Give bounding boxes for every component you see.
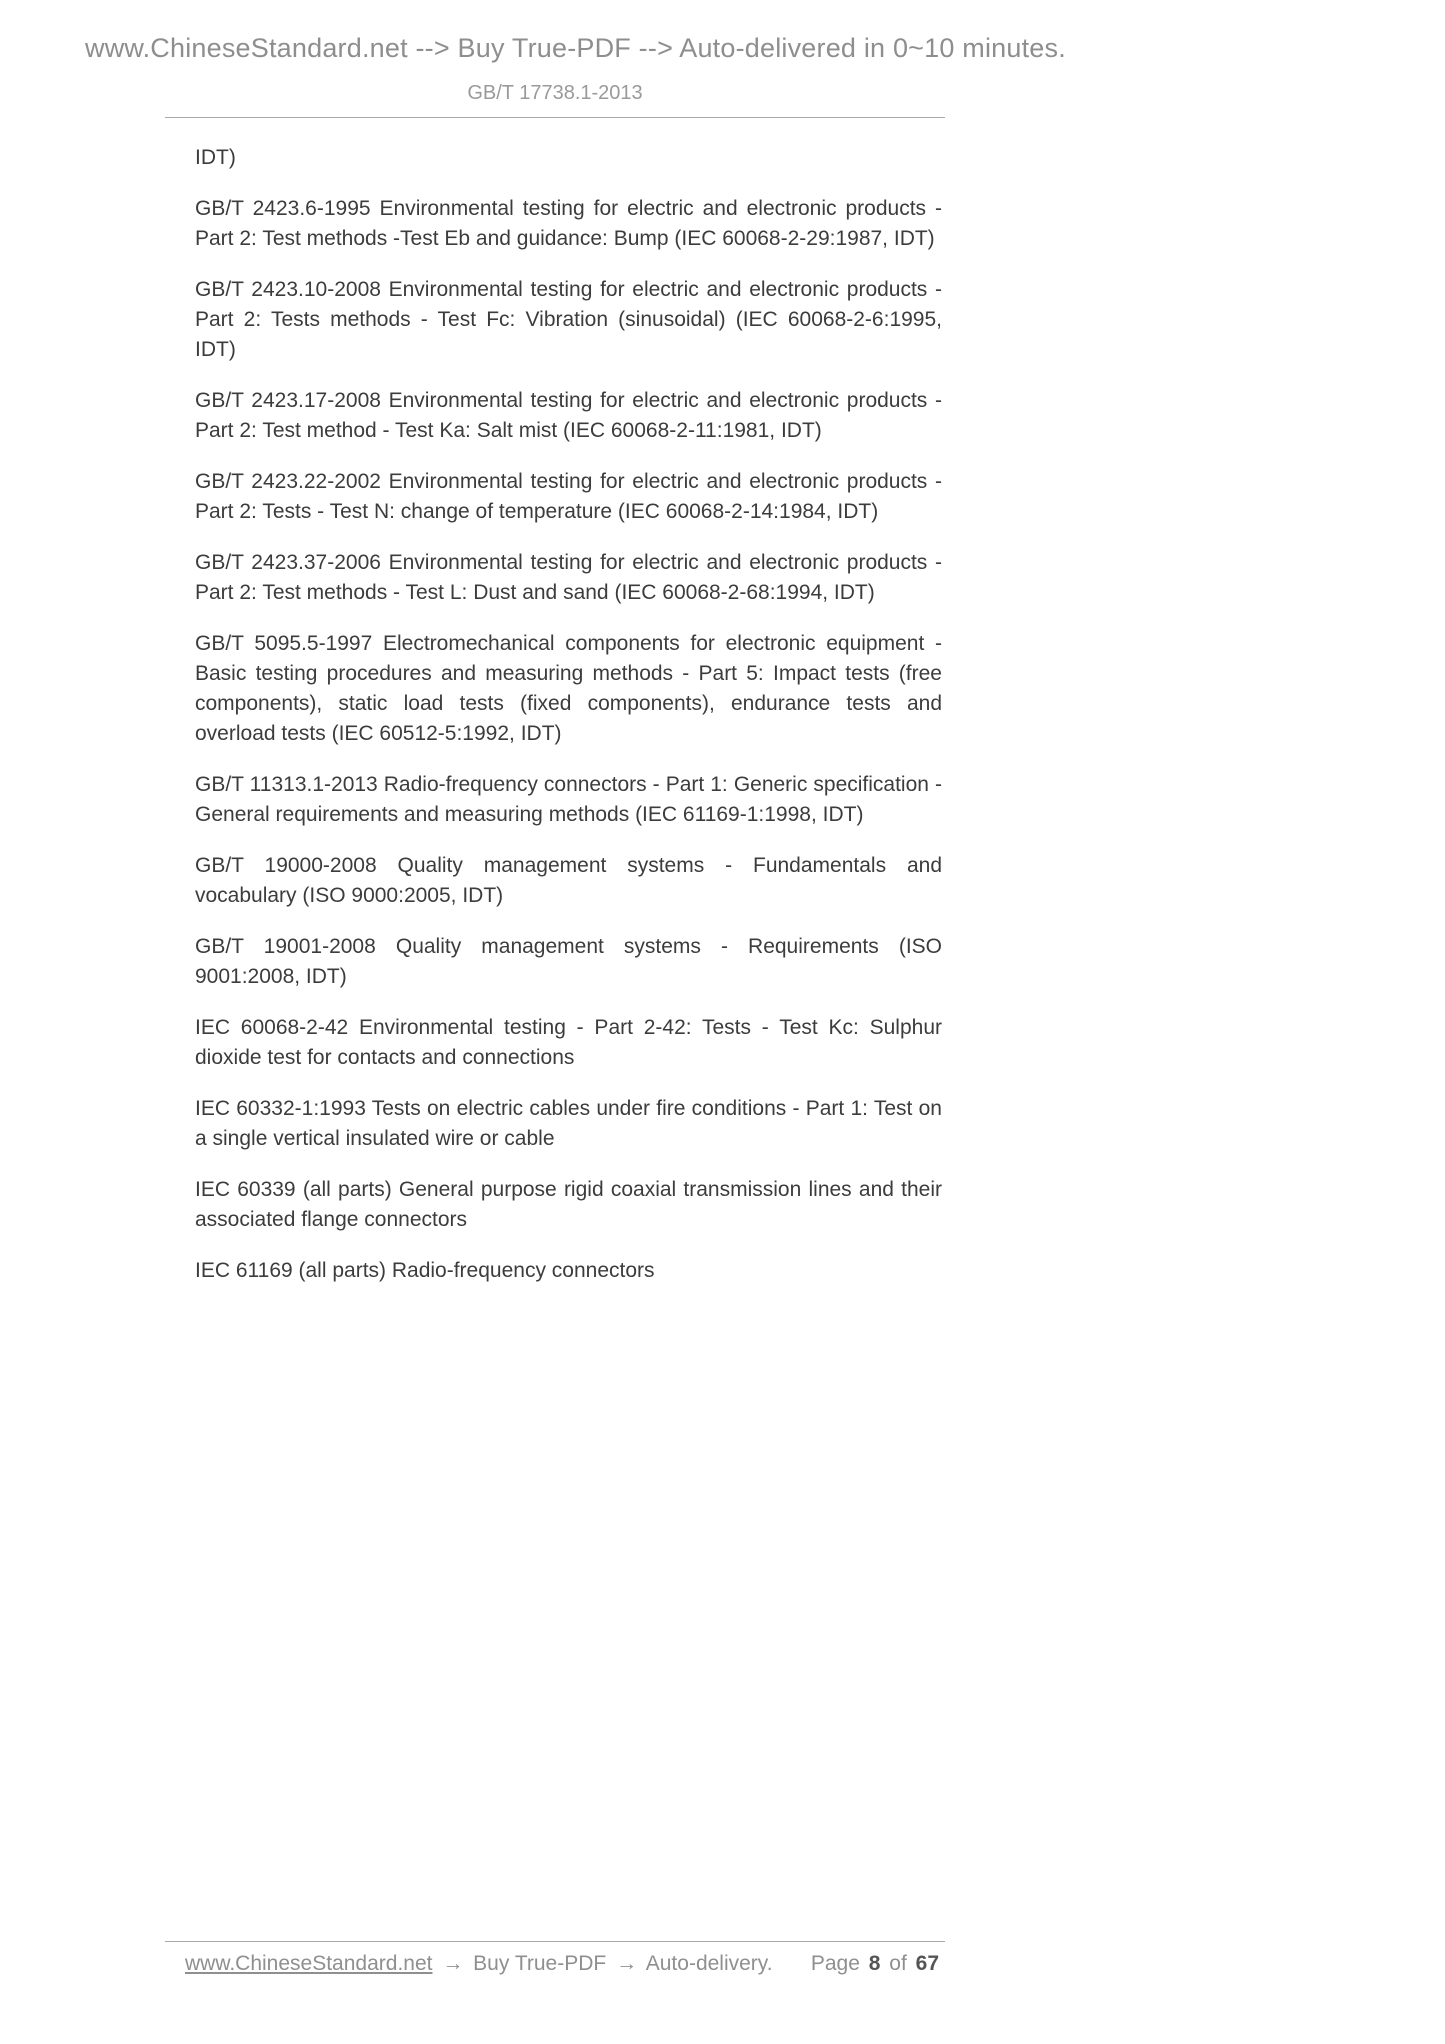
paragraph: GB/T 2423.22-2002 Environmental testing for electric and electronic products - Part 2: Tests - Test N: change of temperature (IEC 60068-2-14:1984, IDT) bbox=[195, 470, 942, 523]
of-label: of bbox=[889, 1952, 907, 1975]
paragraph: IEC 60339 (all parts) General purpose rigid coaxial transmission lines and their associated flange connectors bbox=[195, 1178, 942, 1231]
paragraph: GB/T 2423.10-2008 Environmental testing for electric and electronic products - Part 2: Tests methods - Test Fc: Vibration (sinusoidal) (IEC 60068-2-6:1995, IDT) bbox=[195, 278, 942, 361]
paragraph: GB/T 2423.17-2008 Environmental testing for electric and electronic products - Part 2: Test method - Test Ka: Salt mist (IEC 60068-2-11:1981, IDT) bbox=[195, 389, 942, 442]
paragraph: IDT) bbox=[195, 146, 236, 169]
paragraph: GB/T 5095.5-1997 Electromechanical components for electronic equipment - Basic testing procedures and measuring methods - Part 5: Impact tests (free components), static load tests (fixed components), endurance tests and overload tests (IEC 60512-5:1992, IDT) bbox=[195, 632, 942, 745]
paragraph: GB/T 2423.6-1995 Environmental testing for electric and electronic products - Part 2: Test methods -Test Eb and guidance: Bump (IEC 60068-2-29:1987, IDT) bbox=[195, 197, 942, 250]
document-id: GB/T 17738.1-2013 bbox=[467, 82, 643, 104]
page-number: 8 bbox=[868, 1952, 881, 1975]
document-body bbox=[195, 143, 942, 1286]
paragraph: IEC 60068-2-42 Environmental testing - Part 2-42: Tests - Test Kc: Sulphur dioxide test for contacts and connections bbox=[195, 1016, 942, 1069]
paragraph: IEC 60332-1:1993 Tests on electric cables under fire conditions - Part 1: Test on a single vertical insulated wire or cable bbox=[195, 1097, 942, 1150]
footer-buy-label: Buy True-PDF bbox=[473, 1952, 607, 1975]
footer bbox=[185, 1952, 942, 1976]
footer-site-link[interactable]: www.ChineseStandard.net bbox=[185, 1952, 433, 1975]
page-indicator bbox=[811, 1952, 942, 1976]
header-divider bbox=[165, 117, 945, 118]
paragraph: GB/T 2423.37-2006 Environmental testing for electric and electronic products - Part 2: Test methods - Test L: Dust and sand (IEC 60068-2-68:1994, IDT) bbox=[195, 551, 942, 604]
header-banner: www.ChineseStandard.net --> Buy True-PDF --> Auto-delivered in 0~10 minutes. bbox=[85, 33, 1066, 63]
paragraph: GB/T 11313.1-2013 Radio-frequency connectors - Part 1: Generic specification - General requirements and measuring methods (IEC 61169-1:1998, IDT) bbox=[195, 773, 942, 826]
arrow-right-icon: → bbox=[442, 1952, 464, 1975]
paragraph: IEC 61169 (all parts) Radio-frequency connectors bbox=[195, 1259, 655, 1282]
footer-left bbox=[185, 1952, 773, 1976]
page-label: Page bbox=[810, 1952, 860, 1975]
footer-divider bbox=[165, 1941, 945, 1942]
paragraph: GB/T 19000-2008 Quality management systems - Fundamentals and vocabulary (ISO 9000:2005, IDT) bbox=[195, 854, 942, 907]
footer-delivery-label: Auto-delivery. bbox=[645, 1952, 773, 1975]
arrow-right-icon: → bbox=[616, 1952, 638, 1975]
paragraph: GB/T 19001-2008 Quality management systems - Requirements (ISO 9001:2008, IDT) bbox=[195, 935, 942, 988]
page-total: 67 bbox=[915, 1952, 939, 1975]
